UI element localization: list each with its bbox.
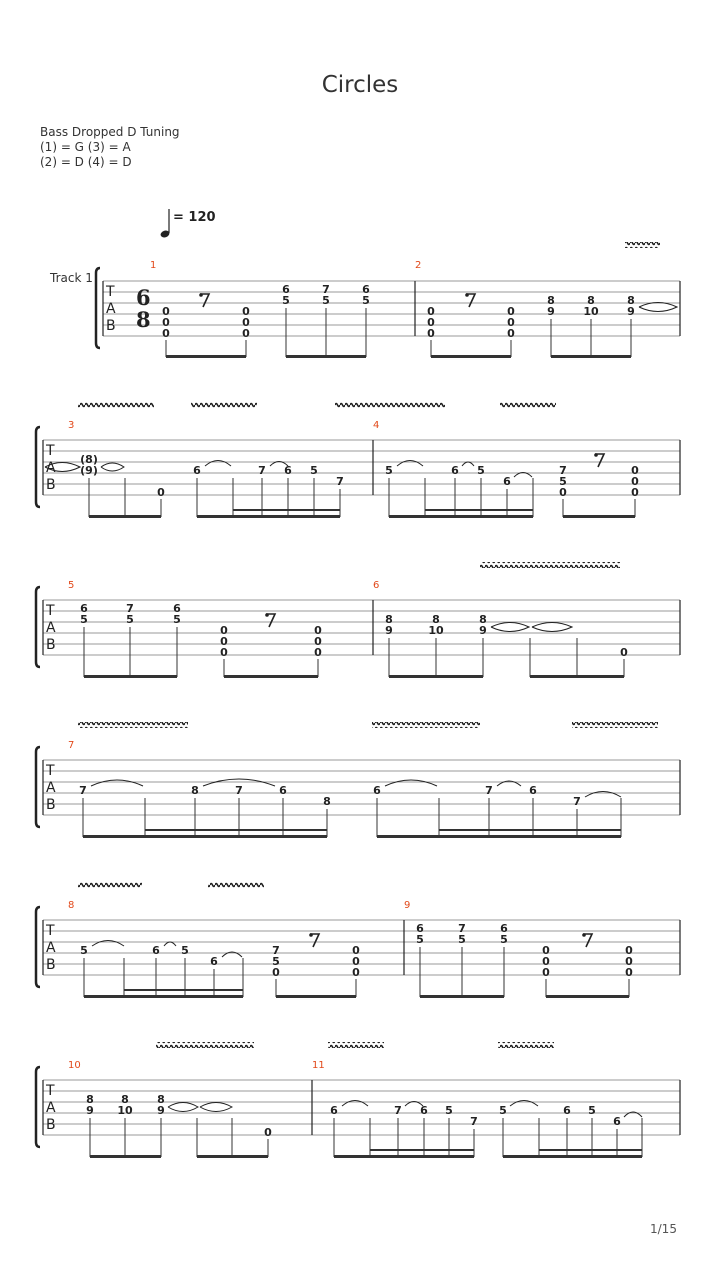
fret-number: 0 — [507, 305, 515, 318]
fret-number: 0 — [427, 327, 435, 340]
system-bracket — [36, 747, 40, 827]
fret-number: 7 — [126, 602, 134, 615]
fret-number: 0 — [631, 475, 639, 488]
vibrato-icon — [156, 1042, 254, 1048]
time-signature-top: 6 — [136, 285, 151, 310]
fret-number: 0 — [162, 327, 170, 340]
fret-number: 9 — [86, 1104, 94, 1117]
fret-number: 6 — [420, 1104, 428, 1117]
fret-number: 9 — [157, 1104, 165, 1117]
fret-number: 0 — [242, 327, 250, 340]
tie-arc — [639, 303, 677, 312]
fret-number: 5 — [559, 475, 567, 488]
fret-number: 0 — [427, 316, 435, 329]
fret-number: 0 — [542, 944, 550, 957]
vibrato-icon — [208, 882, 264, 888]
fret-number: 8 — [385, 613, 393, 626]
fret-number: 0 — [542, 955, 550, 968]
fret-number: 6 — [563, 1104, 571, 1117]
time-signature-bottom: 8 — [136, 307, 151, 332]
system-bracket — [36, 907, 40, 987]
tab-system-6 — [36, 1042, 680, 1158]
tab-letter-b: B — [46, 477, 56, 493]
fret-number: 8 — [479, 613, 487, 626]
tab-letter-a: A — [46, 460, 56, 476]
tab-letter-b: B — [46, 1117, 56, 1133]
tab-letter-t: T — [106, 284, 115, 300]
fret-number: 5 — [499, 1104, 507, 1117]
fret-number: 0 — [314, 635, 322, 648]
fret-number: 0 — [625, 966, 633, 979]
fret-number: 0 — [242, 305, 250, 318]
system-bracket — [36, 1067, 40, 1147]
tab-letter-b: B — [106, 318, 116, 334]
fret-number: 0 — [631, 464, 639, 477]
fret-number: 7 — [458, 922, 466, 935]
fret-number: 0 — [220, 624, 228, 637]
vibrato-icon — [498, 1042, 554, 1048]
fret-number: 5 — [126, 613, 134, 626]
fret-number: 0 — [625, 944, 633, 957]
tab-system-4 — [36, 722, 680, 838]
vibrato-icon — [78, 882, 142, 888]
tuning-line-2: (2) = D (4) = D — [40, 155, 132, 169]
measure-number-11: 11 — [312, 1060, 325, 1071]
fret-number: 10 — [583, 305, 599, 318]
measure-number-3: 3 — [68, 420, 75, 431]
fret-number: 0 — [625, 955, 633, 968]
tab-system-3 — [36, 562, 680, 678]
tab-letter-a: A — [46, 780, 56, 796]
fret-number: 5 — [282, 294, 290, 307]
fret-number: 8 — [627, 294, 635, 307]
measure-number-4: 4 — [373, 420, 380, 431]
tab-letter-a: A — [46, 1100, 56, 1116]
fret-number: 7 — [470, 1115, 478, 1128]
fret-number: 5 — [477, 464, 485, 477]
fret-number: 8 — [121, 1093, 129, 1106]
tab-letter-t: T — [46, 443, 55, 459]
fret-number: 5 — [322, 294, 330, 307]
fret-number: 7 — [394, 1104, 402, 1117]
fret-number: 5 — [416, 933, 424, 946]
vibrato-icon — [78, 722, 188, 728]
fret-number: 5 — [272, 955, 280, 968]
fret-number: 8 — [587, 294, 595, 307]
measure-number-6: 6 — [373, 580, 380, 591]
fret-number: 5 — [80, 613, 88, 626]
fret-number: 5 — [458, 933, 466, 946]
fret-number: 8 — [157, 1093, 165, 1106]
fret-number: 0 — [352, 944, 360, 957]
fret-number: 0 — [162, 316, 170, 329]
measure-number-7: 7 — [68, 740, 75, 751]
fret-number: 6 — [529, 784, 537, 797]
tuning-line-1: (1) = G (3) = A — [40, 140, 131, 154]
vibrato-icon — [625, 242, 660, 248]
fret-number: 6 — [362, 283, 370, 296]
system-bracket — [36, 587, 40, 667]
tab-system-5 — [36, 882, 680, 998]
fret-number: 7 — [79, 784, 87, 797]
vibrato-icon — [335, 402, 445, 408]
fret-number: 6 — [279, 784, 287, 797]
fret-number: 6 — [330, 1104, 338, 1117]
fret-number: 0 — [264, 1126, 272, 1139]
tab-letter-a: A — [46, 620, 56, 636]
vibrato-icon — [500, 402, 556, 408]
page-number: 1/15 — [650, 1222, 677, 1236]
fret-number: 7 — [336, 475, 344, 488]
measure-number-1: 1 — [150, 260, 157, 271]
fret-number: 0 — [314, 646, 322, 659]
fret-number: 7 — [559, 464, 567, 477]
fret-number: 0 — [507, 316, 515, 329]
fret-number: 5 — [385, 464, 393, 477]
track-label: Track 1 — [50, 271, 93, 285]
fret-number: 5 — [362, 294, 370, 307]
tab-letter-t: T — [46, 763, 55, 779]
fret-number: 7 — [235, 784, 243, 797]
fret-number: 8 — [323, 795, 331, 808]
fret-number: 6 — [500, 922, 508, 935]
fret-number: 0 — [242, 316, 250, 329]
system-bracket — [36, 427, 40, 507]
fret-number: 6 — [451, 464, 459, 477]
fret-number: 0 — [162, 305, 170, 318]
fret-number: 5 — [173, 613, 181, 626]
measure-number-10: 10 — [68, 1060, 81, 1071]
fret-number: 5 — [500, 933, 508, 946]
tab-letter-a: A — [106, 301, 116, 317]
measure-number-8: 8 — [68, 900, 75, 911]
fret-number: 6 — [80, 602, 88, 615]
fret-number: 0 — [507, 327, 515, 340]
tab-letter-b: B — [46, 637, 56, 653]
fret-number: 6 — [284, 464, 292, 477]
tab-letter-b: B — [46, 797, 56, 813]
fret-number: 0 — [220, 646, 228, 659]
score-title: Circles — [321, 72, 399, 98]
fret-number: 6 — [173, 602, 181, 615]
fret-number: 7 — [573, 795, 581, 808]
fret-number: 9 — [385, 624, 393, 637]
fret-number: 7 — [258, 464, 266, 477]
fret-number: 5 — [80, 944, 88, 957]
fret-number: (8) — [80, 453, 98, 466]
fret-number: (9) — [80, 464, 98, 477]
fret-number: 0 — [631, 486, 639, 499]
tab-letter-b: B — [46, 957, 56, 973]
fret-number: 0 — [220, 635, 228, 648]
vibrato-icon — [191, 402, 257, 408]
fret-number: 6 — [193, 464, 201, 477]
fret-number: 8 — [432, 613, 440, 626]
measure-number-5: 5 — [68, 580, 75, 591]
fret-number: 0 — [427, 305, 435, 318]
tab-system-2 — [36, 402, 680, 518]
fret-number: 0 — [272, 966, 280, 979]
tab-letter-t: T — [46, 603, 55, 619]
fret-number: 5 — [181, 944, 189, 957]
tab-letter-a: A — [46, 940, 56, 956]
fret-number: 0 — [559, 486, 567, 499]
tempo-value: = 120 — [173, 210, 216, 225]
fret-number: 5 — [588, 1104, 596, 1117]
fret-number: 7 — [272, 944, 280, 957]
fret-number: 10 — [428, 624, 444, 637]
fret-number: 8 — [86, 1093, 94, 1106]
tuning-name: Bass Dropped D Tuning — [40, 125, 180, 139]
fret-number: 6 — [613, 1115, 621, 1128]
measure-number-9: 9 — [404, 900, 411, 911]
fret-number: 9 — [627, 305, 635, 318]
tab-system-1 — [96, 242, 680, 358]
measure-number-2: 2 — [415, 260, 422, 271]
fret-number: 6 — [282, 283, 290, 296]
vibrato-icon — [572, 722, 658, 728]
tab-letter-t: T — [46, 1083, 55, 1099]
fret-number: 9 — [479, 624, 487, 637]
fret-number: 8 — [191, 784, 199, 797]
fret-number: 0 — [157, 486, 165, 499]
fret-number: 10 — [117, 1104, 133, 1117]
fret-number: 6 — [503, 475, 511, 488]
fret-number: 5 — [310, 464, 318, 477]
fret-number: 0 — [352, 955, 360, 968]
fret-number: 0 — [314, 624, 322, 637]
fret-number: 0 — [352, 966, 360, 979]
fret-number: 6 — [373, 784, 381, 797]
system-bracket — [96, 268, 100, 348]
fret-number: 5 — [445, 1104, 453, 1117]
fret-number: 7 — [485, 784, 493, 797]
fret-number: 6 — [152, 944, 160, 957]
fret-number: 7 — [322, 283, 330, 296]
vibrato-icon — [372, 722, 480, 728]
fret-number: 8 — [547, 294, 555, 307]
fret-number: 6 — [210, 955, 218, 968]
fret-number: 0 — [542, 966, 550, 979]
fret-number: 9 — [547, 305, 555, 318]
fret-number: 0 — [620, 646, 628, 659]
vibrato-icon — [78, 402, 154, 408]
tab-letter-t: T — [46, 923, 55, 939]
vibrato-icon — [328, 1042, 384, 1048]
vibrato-icon — [480, 562, 620, 568]
fret-number: 6 — [416, 922, 424, 935]
